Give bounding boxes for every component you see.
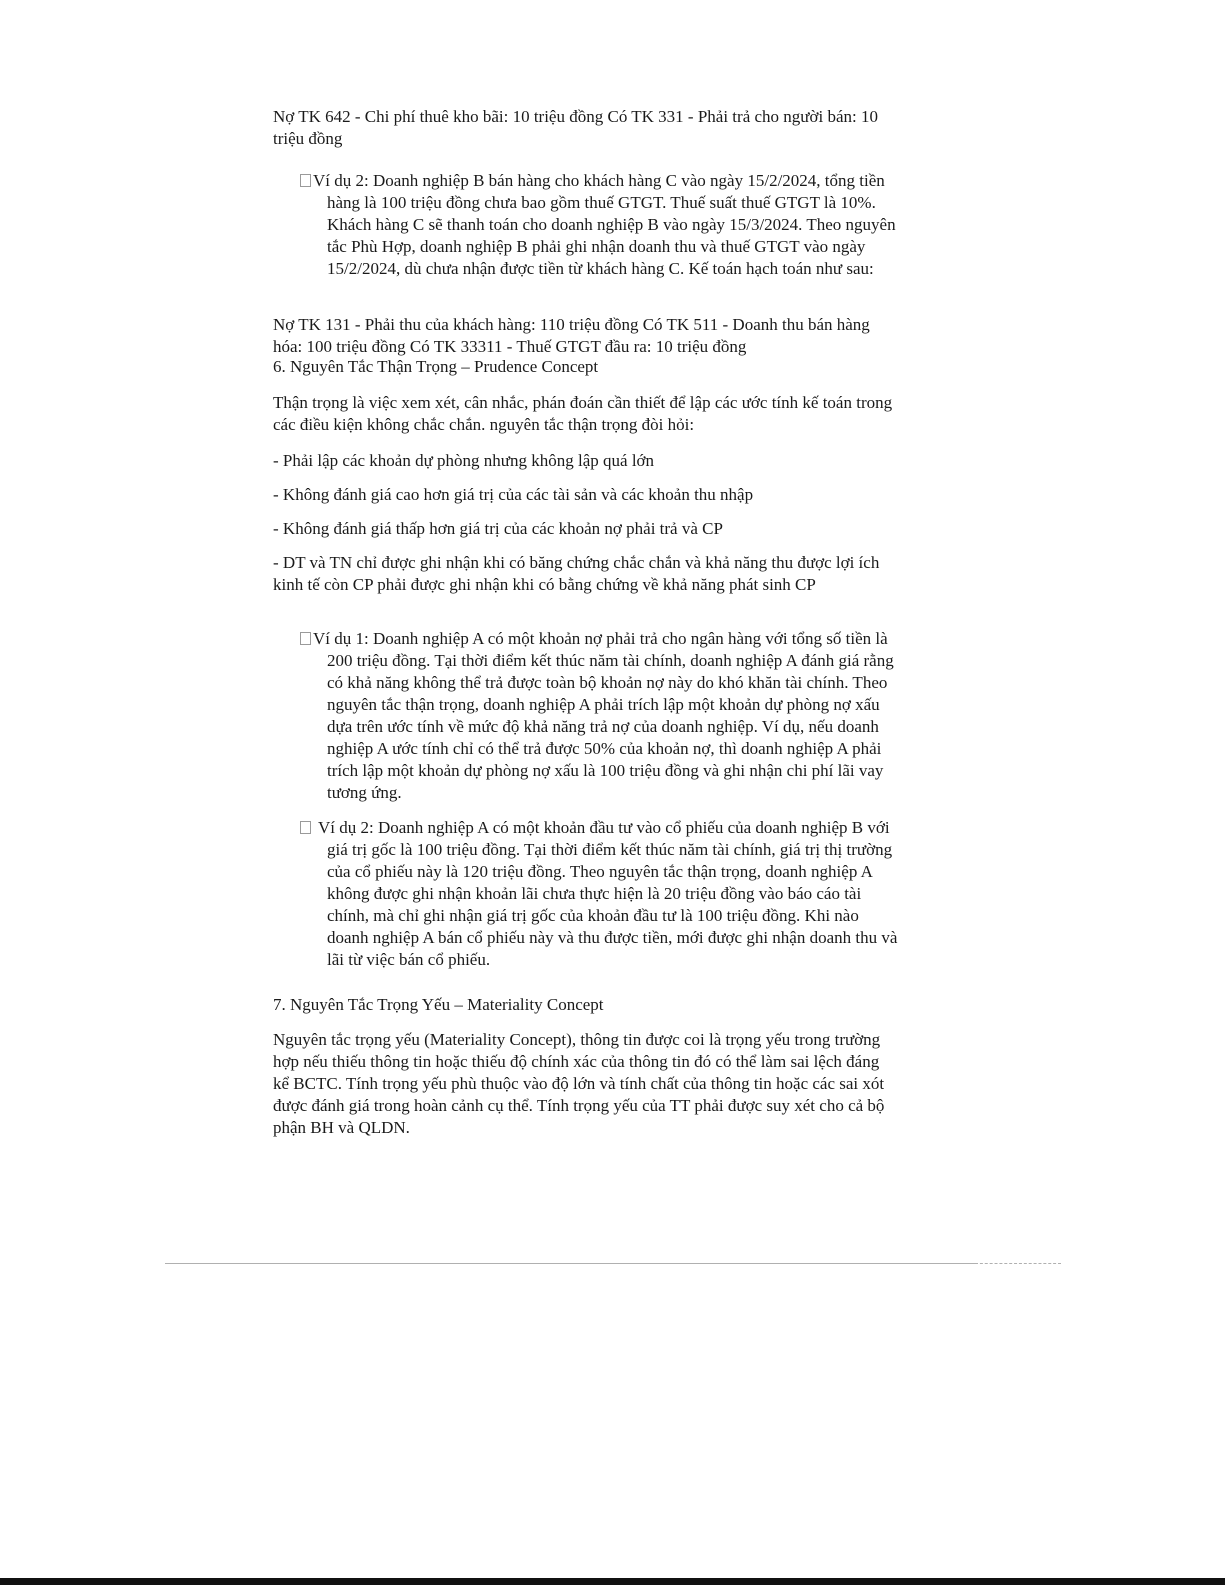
dash-item: - DT và TN chỉ được ghi nhận khi có băng chứng chắc chắn và khả năng thu được lợi ích kinh tế còn CP phải được ghi nhận khi có bằng chứng về khả năng phát sinh CP [273,553,880,594]
bullet-box-icon [300,174,311,187]
section-heading: 6. Nguyên Tắc Thận Trọng – Prudence Concept [273,357,599,376]
page-divider-dashed [975,1263,1061,1264]
example-text: Ví dụ 2: Doanh nghiệp B bán hàng cho khách hàng C vào ngày 15/2/2024, tổng tiền hàng là 100 triệu đồng chưa bao gồm thuế GTGT. Thuế suất thuế GTGT là 10%. Khách hàng C sẽ thanh toán cho doanh nghiệp B vào ngày 15/3/2024. Theo nguyên tắc Phù Hợp, doanh nghiệp B phải ghi nhận doanh thu và thuế GTGT vào ngày 15/2/2024, dù chưa nhận được tiền từ khách hàng C. Kế toán hạch toán như sau: [313,171,896,278]
example-bullet [300,170,898,280]
dash-item: - Không đánh giá thấp hơn giá trị của các khoản nợ phải trả và CP [273,519,723,538]
page-divider [165,1263,1061,1264]
example-bullet [300,817,898,971]
bullet-box-icon [300,632,311,645]
example-text: Ví dụ 1: Doanh nghiệp A có một khoản nợ phải trả cho ngân hàng với tổng số tiền là 200 triệu đồng. Tại thời điểm kết thúc năm tài chính, doanh nghiệp A đánh giá rằng có khả năng không thể trả được toàn bộ khoản nợ này do khó khăn tài chính. Theo nguyên tắc thận trọng, doanh nghiệp A phải trích lập một khoản dự phòng nợ xấu dựa trên ước tính về mức độ khả năng trả nợ của doanh nghiệp. Ví dụ, nếu doanh nghiệp A ước tính chỉ có thể trả được 50% của khoản nợ, thì doanh nghiệp A phải trích lập một khoản dự phòng nợ xấu là 100 triệu đồng và ghi nhận chi phí lãi vay tương ứng. [313,629,894,802]
dash-item: - Phải lập các khoản dự phòng nhưng không lập quá lớn [273,451,655,470]
bottom-edge-bar [0,1578,1225,1585]
example-bullet [300,628,898,804]
journal-entry-paragraph: Nợ TK 131 - Phải thu của khách hàng: 110 triệu đồng Có TK 511 - Doanh thu bán hàng hóa: 100 triệu đồng Có TK 33311 - Thuế GTGT đầu ra: 10 triệu đồng [273,315,870,356]
bullet-box-icon [300,821,311,834]
journal-entry-paragraph: Nợ TK 642 - Chi phí thuê kho bãi: 10 triệu đồng Có TK 331 - Phải trả cho người bán: 10 triệu đồng [273,107,878,148]
body-paragraph: Thận trọng là việc xem xét, cân nhắc, phán đoán cần thiết để lập các ước tính kế toán trong các điều kiện không chắc chắn. nguyên tắc thận trọng đòi hỏi: [273,393,893,434]
dash-item: - Không đánh giá cao hơn giá trị của các tài sản và các khoản thu nhập [273,485,754,504]
section-heading: 7. Nguyên Tắc Trọng Yếu – Materiality Concept [273,995,604,1014]
body-paragraph: Nguyên tắc trọng yếu (Materiality Concept), thông tin được coi là trọng yếu trong trường hợp nếu thiếu thông tin hoặc thiếu độ chính xác của thông tin đó có thể làm sai lệch đáng kể BCTC. Tính trọng yếu phù thuộc vào độ lớn và tính chất của thông tin hoặc các sai xót được đánh giá trong hoàn cảnh cụ thể. Tính trọng yếu của TT phải được suy xét cho cả bộ phận BH và QLDN. [273,1030,885,1137]
example-text: Ví dụ 2: Doanh nghiệp A có một khoản đầu tư vào cổ phiếu của doanh nghiệp B với giá trị gốc là 100 triệu đồng. Tại thời điểm kết thúc năm tài chính, giá trị thị trường của cổ phiếu này là 120 triệu đồng. Theo nguyên tắc thận trọng, doanh nghiệp A không được ghi nhận khoản lãi chưa thực hiện là 20 triệu đồng vào báo cáo tài chính, mà chỉ ghi nhận giá trị gốc của khoản đầu tư là 100 triệu đồng. Khi nào doanh nghiệp A bán cổ phiếu này và thu được tiền, mới được ghi nhận doanh thu và lãi từ việc bán cổ phiếu. [318,818,898,969]
